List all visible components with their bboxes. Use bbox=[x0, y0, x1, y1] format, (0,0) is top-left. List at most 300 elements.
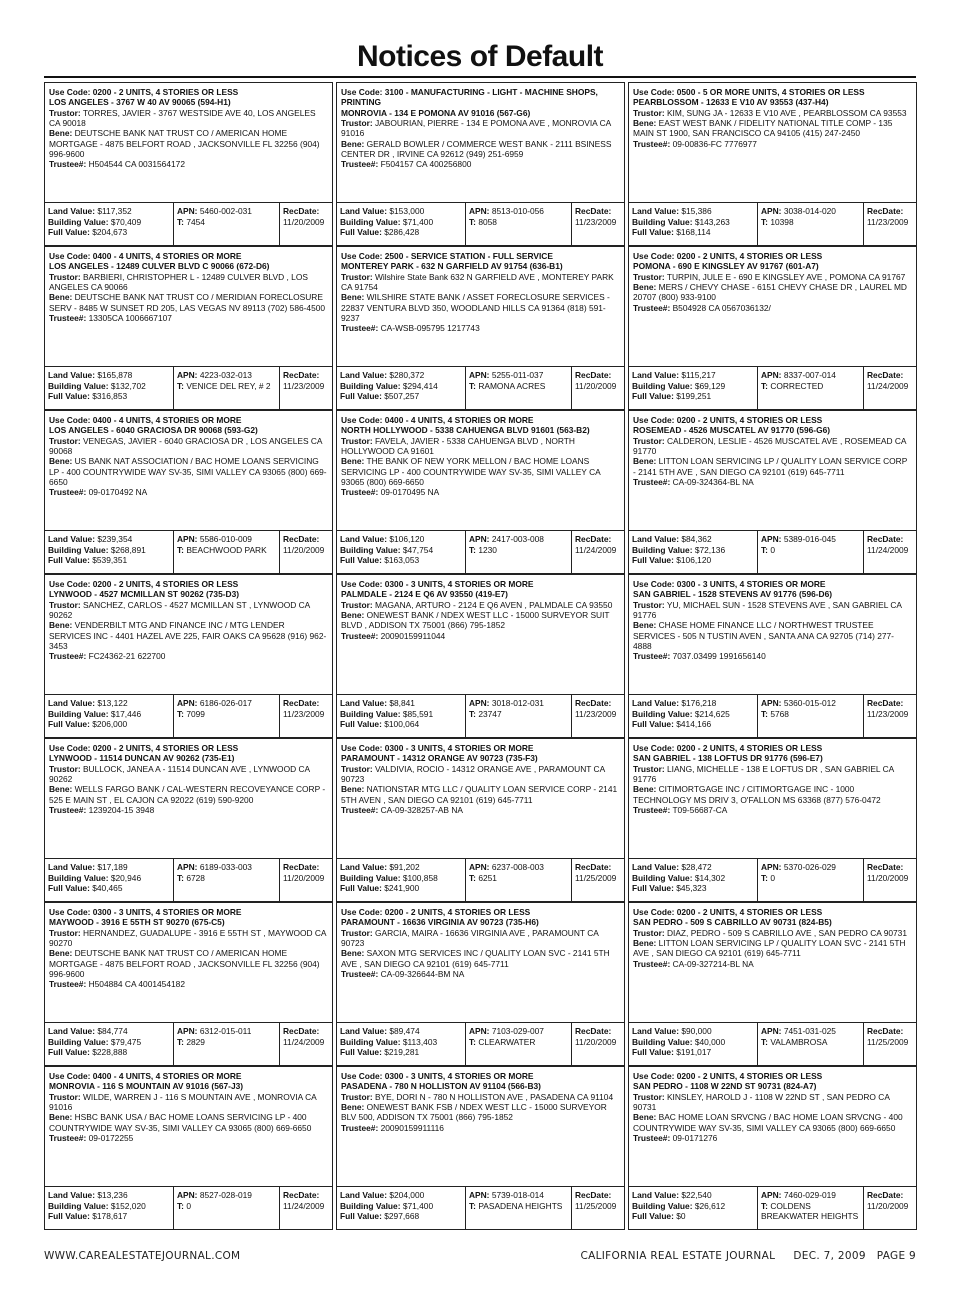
recdate-column bbox=[571, 1023, 624, 1065]
building-value: $71,400 bbox=[402, 216, 434, 227]
recdate-label: RecDate: bbox=[867, 1190, 904, 1200]
trustor-label: Trustor: bbox=[633, 435, 665, 446]
full-value-row bbox=[48, 1047, 170, 1058]
trustee-value: H504884 CA 4001454182 bbox=[88, 979, 185, 990]
building-value-label: Building Value: bbox=[632, 1036, 693, 1047]
beneficiary-line bbox=[633, 1112, 912, 1133]
trustee-value: T09-56687-CA bbox=[672, 804, 728, 815]
land-value-row bbox=[632, 862, 754, 873]
building-value-label: Building Value: bbox=[632, 216, 693, 227]
building-value: $26,612 bbox=[694, 1200, 726, 1211]
bene-label: Bene: bbox=[49, 620, 73, 631]
full-value-row bbox=[340, 227, 462, 238]
full-value: $40,465 bbox=[92, 883, 123, 893]
trustee-value: CA-WSB-095795 1217743 bbox=[380, 323, 480, 334]
use-code: Use Code: 0400 - 4 UNITS, 4 STORIES OR MORE bbox=[49, 415, 242, 425]
trustor-line bbox=[633, 1092, 912, 1113]
land-value-label: Land Value: bbox=[48, 206, 96, 216]
tract-label: T: bbox=[761, 544, 768, 555]
bene-label: Bene: bbox=[633, 784, 657, 795]
full-value: $178,617 bbox=[92, 1211, 128, 1221]
full-value-label: Full Value: bbox=[340, 1047, 382, 1057]
trustee-value: CA-09-327214-BL NA bbox=[672, 958, 754, 969]
apn-value: 5389-016-045 bbox=[783, 534, 836, 544]
apn-row bbox=[177, 370, 276, 381]
use-code: Use Code: 0200 - 2 UNITS, 4 STORIES OR LESS bbox=[49, 87, 239, 97]
apn-label: APN: bbox=[761, 1190, 782, 1200]
recdate-column bbox=[279, 859, 332, 901]
beneficiary-line bbox=[341, 292, 620, 323]
recdate-label: RecDate: bbox=[867, 698, 904, 708]
trustor-label: Trustor: bbox=[341, 763, 373, 774]
values-column bbox=[337, 203, 465, 245]
use-code: Use Code: 0200 - 2 UNITS, 4 STORIES OR LESS bbox=[633, 415, 823, 425]
trustee-value: 13305CA 1006667107 bbox=[88, 312, 172, 323]
recdate-label: RecDate: bbox=[575, 534, 612, 544]
notice-values bbox=[336, 1186, 625, 1230]
full-value-row bbox=[632, 555, 754, 566]
trustor-value: MAGANA, ARTURO - 2124 E Q6 AVEN , PALMDALE CA 93550 bbox=[374, 599, 613, 610]
notice-entry bbox=[44, 738, 333, 902]
tract-label: T: bbox=[177, 216, 184, 227]
values-column bbox=[629, 531, 757, 573]
building-value-label: Building Value: bbox=[632, 708, 693, 719]
trustee-line bbox=[633, 477, 912, 487]
full-value-row bbox=[48, 1211, 170, 1222]
recdate-label: RecDate: bbox=[575, 370, 612, 380]
notice-description bbox=[628, 902, 917, 1022]
trustee-label: Trustee#: bbox=[341, 159, 379, 170]
recdate-column bbox=[571, 367, 624, 409]
full-value: $206,000 bbox=[92, 719, 128, 729]
notice-description bbox=[44, 246, 333, 366]
bene-label: Bene: bbox=[49, 456, 73, 467]
full-value-label: Full Value: bbox=[48, 227, 90, 237]
tract-value: RAMONA ACRES bbox=[478, 380, 546, 391]
recdate-value: 11/24/2009 bbox=[283, 1036, 325, 1047]
building-value-row bbox=[340, 709, 462, 720]
tract-value: 0 bbox=[770, 544, 775, 555]
land-value-row bbox=[340, 370, 462, 381]
trustee-line bbox=[341, 487, 620, 497]
tract-value: 7099 bbox=[186, 708, 205, 719]
notice-description bbox=[336, 738, 625, 858]
trustor-line bbox=[49, 600, 328, 621]
use-code: Use Code: 3100 - MANUFACTURING - LIGHT - MACHINE SHOPS, PRINTING bbox=[341, 87, 598, 108]
values-column bbox=[337, 367, 465, 409]
tract-row bbox=[761, 1037, 860, 1048]
full-value: $316,853 bbox=[92, 391, 128, 401]
apn-value: 6189-033-003 bbox=[199, 862, 252, 872]
notice-values bbox=[336, 1022, 625, 1066]
beneficiary-line bbox=[633, 938, 912, 959]
apn-row bbox=[177, 206, 276, 217]
use-code: Use Code: 0200 - 2 UNITS, 4 STORIES OR LESS bbox=[633, 907, 823, 917]
notice-entry bbox=[44, 574, 333, 738]
trustor-value: Wilshire State Bank 632 N GARFIELD AVE , MONTEREY PARK CA 91754 bbox=[341, 271, 614, 292]
notice-values bbox=[628, 366, 917, 410]
tract-row bbox=[469, 545, 568, 556]
notice-values bbox=[628, 202, 917, 246]
values-column bbox=[337, 1023, 465, 1065]
tract-row bbox=[177, 873, 276, 884]
footer-publication bbox=[581, 1250, 917, 1262]
values-column bbox=[337, 859, 465, 901]
apn-column bbox=[465, 1023, 571, 1065]
values-column bbox=[45, 1187, 173, 1229]
trustor-value: JABOURIAN, PIERRE - 134 E POMONA AVE , MONROVIA CA 91016 bbox=[341, 117, 611, 139]
trustor-label: Trustor: bbox=[633, 763, 665, 774]
full-value-row bbox=[632, 391, 754, 402]
building-value-label: Building Value: bbox=[48, 216, 109, 227]
recdate-value: 11/23/2009 bbox=[575, 708, 617, 719]
land-value-label: Land Value: bbox=[632, 1026, 680, 1036]
apn-column bbox=[173, 1023, 279, 1065]
full-value-label: Full Value: bbox=[48, 1047, 90, 1057]
full-value-label: Full Value: bbox=[340, 227, 382, 237]
tract-label: T: bbox=[469, 544, 476, 555]
recdate-column bbox=[863, 1023, 916, 1065]
trustor-value: YU, MICHAEL SUN - 1528 STEVENS AVE , SAN GABRIEL CA 91776 bbox=[633, 599, 902, 620]
trustee-label: Trustee#: bbox=[49, 651, 87, 662]
building-value-row bbox=[340, 545, 462, 556]
tract-row bbox=[177, 1037, 276, 1048]
recdate-column bbox=[863, 531, 916, 573]
tract-label: T: bbox=[177, 708, 184, 719]
tract-label: T: bbox=[177, 1036, 184, 1047]
full-value-row bbox=[340, 1211, 462, 1222]
full-value-row bbox=[340, 555, 462, 566]
tract-row bbox=[469, 381, 568, 392]
bene-label: Bene: bbox=[633, 937, 657, 948]
building-value-row bbox=[48, 217, 170, 228]
trustor-line bbox=[633, 764, 912, 785]
property-address: NORTH HOLLYWOOD - 5338 CAHUENGA BLVD 91601 (563-B2) bbox=[341, 425, 590, 436]
land-value-label: Land Value: bbox=[48, 1026, 96, 1036]
beneficiary-line bbox=[341, 139, 620, 160]
building-value-label: Building Value: bbox=[340, 872, 401, 883]
tract-row bbox=[469, 217, 568, 228]
trustor-label: Trustor: bbox=[633, 107, 665, 118]
property-address: MAYWOOD - 3916 E 55TH ST 90270 (675-C5) bbox=[49, 917, 225, 928]
tract-value: VALAMBROSA bbox=[770, 1036, 828, 1047]
trustor-label: Trustor: bbox=[341, 117, 373, 128]
full-value-label: Full Value: bbox=[340, 555, 382, 565]
bene-label: Bene: bbox=[633, 456, 657, 467]
notice-values bbox=[336, 694, 625, 738]
tract-row bbox=[469, 709, 568, 720]
trustor-value: LIANG, MICHELLE - 138 E LOFTUS DR , SAN GABRIEL CA 91776 bbox=[633, 763, 894, 784]
tract-value: CORRECTED bbox=[770, 380, 824, 391]
values-column bbox=[629, 1187, 757, 1229]
recdate-value: 11/23/2009 bbox=[867, 216, 909, 227]
trustor-line bbox=[633, 928, 912, 938]
notice-entry bbox=[628, 902, 917, 1066]
notice-values bbox=[336, 530, 625, 574]
apn-label: APN: bbox=[761, 698, 782, 708]
values-column bbox=[629, 203, 757, 245]
land-value-row bbox=[340, 698, 462, 709]
full-value: $539,351 bbox=[92, 555, 128, 565]
trustee-value: CA-09-324364-BL NA bbox=[672, 476, 754, 487]
land-value-label: Land Value: bbox=[340, 862, 388, 872]
building-value-row bbox=[340, 873, 462, 884]
full-value-row bbox=[48, 883, 170, 894]
bene-value: HSBC BANK USA / BAC HOME LOANS SERVICING LP - 400 COUNTRYWIDE WAY SV-35, SIMI VALLEY CA 93065 (800) 669-6650 bbox=[49, 1112, 312, 1133]
land-value: $204,000 bbox=[389, 1190, 425, 1200]
full-value-row bbox=[632, 1211, 754, 1222]
building-value-label: Building Value: bbox=[340, 1036, 401, 1047]
recdate-column bbox=[863, 859, 916, 901]
use-code: Use Code: 0200 - 2 UNITS, 4 STORIES OR LESS bbox=[49, 579, 239, 589]
building-value-label: Building Value: bbox=[632, 872, 693, 883]
tract-label: T: bbox=[469, 380, 476, 391]
recdate-column bbox=[863, 1187, 916, 1229]
apn-label: APN: bbox=[177, 862, 198, 872]
trustee-value: 20090159911044 bbox=[380, 630, 446, 641]
tract-value: VENICE DEL REY, # 2 bbox=[186, 380, 271, 391]
building-value-row bbox=[632, 1201, 754, 1212]
notice-entry bbox=[628, 410, 917, 574]
apn-label: APN: bbox=[177, 206, 198, 216]
building-value: $268,891 bbox=[110, 544, 146, 555]
tract-label: T: bbox=[469, 708, 476, 719]
notice-values bbox=[628, 858, 917, 902]
tract-value: 6251 bbox=[478, 872, 497, 883]
use-code: Use Code: 0300 - 3 UNITS, 4 STORIES OR MORE bbox=[49, 907, 242, 917]
full-value-label: Full Value: bbox=[48, 883, 90, 893]
notice-entry bbox=[336, 738, 625, 902]
tract-label: T: bbox=[761, 872, 768, 883]
recdate-column bbox=[863, 203, 916, 245]
land-value-label: Land Value: bbox=[340, 1026, 388, 1036]
trustor-value: FAVELA, JAVIER - 5338 CAHUENGA BLVD , NORTH HOLLYWOOD CA 91601 bbox=[341, 435, 575, 456]
footer-website[interactable]: WWW.CAREALESTATEJOURNAL.COM bbox=[44, 1250, 241, 1262]
apn-label: APN: bbox=[469, 862, 490, 872]
apn-value: 4223-032-013 bbox=[199, 370, 252, 380]
bene-label: Bene: bbox=[341, 138, 365, 149]
trustee-label: Trustee#: bbox=[633, 138, 671, 149]
apn-column bbox=[173, 531, 279, 573]
apn-row bbox=[177, 1190, 276, 1201]
trustee-label: Trustee#: bbox=[49, 979, 87, 990]
values-column bbox=[629, 695, 757, 737]
land-value-row bbox=[48, 370, 170, 381]
full-value: $297,668 bbox=[384, 1211, 420, 1221]
values-column bbox=[337, 695, 465, 737]
trustor-value: KIM, SUNG JA - 12633 E V10 AVE , PEARBLOSSOM CA 93553 bbox=[666, 107, 907, 118]
apn-column bbox=[465, 531, 571, 573]
recdate-label: RecDate: bbox=[867, 206, 904, 216]
beneficiary-line bbox=[49, 128, 328, 159]
building-value-label: Building Value: bbox=[340, 1200, 401, 1211]
notice-description bbox=[44, 1066, 333, 1186]
trustee-value: FC24362-21 622700 bbox=[88, 651, 166, 662]
beneficiary-line bbox=[341, 948, 620, 969]
trustee-line bbox=[341, 805, 620, 815]
recdate-label: RecDate: bbox=[575, 698, 612, 708]
tract-value: BEACHWOOD PARK bbox=[186, 544, 267, 555]
values-column bbox=[337, 1187, 465, 1229]
building-value-row bbox=[48, 545, 170, 556]
trustee-label: Trustee#: bbox=[341, 968, 379, 979]
beneficiary-line bbox=[633, 784, 912, 805]
land-value: $84,774 bbox=[97, 1026, 128, 1036]
full-value: $199,251 bbox=[676, 391, 712, 401]
building-value: $100,858 bbox=[402, 872, 438, 883]
use-code: Use Code: 0200 - 2 UNITS, 4 STORIES OR LESS bbox=[633, 743, 823, 753]
tract-value: 1230 bbox=[478, 544, 497, 555]
building-value-label: Building Value: bbox=[340, 708, 401, 719]
trustee-line bbox=[633, 651, 912, 661]
bene-value: ONEWEST BANK FSB / NDEX WEST LLC - 15000 SURVEYOR BLV 500, ADDISON TX 75001 (866) 795-1852 bbox=[341, 1101, 607, 1123]
trustee-line bbox=[49, 651, 328, 661]
building-value: $14,302 bbox=[694, 872, 726, 883]
building-value-row bbox=[340, 217, 462, 228]
land-value: $13,236 bbox=[97, 1190, 128, 1200]
notices-grid bbox=[44, 82, 916, 1230]
recdate-label: RecDate: bbox=[867, 1026, 904, 1036]
tract-value: 23747 bbox=[478, 708, 502, 719]
apn-column bbox=[757, 1023, 863, 1065]
property-address: PARAMOUNT - 14312 ORANGE AV 90723 (735-F3) bbox=[341, 753, 538, 764]
trustee-line bbox=[633, 959, 912, 969]
trustee-line bbox=[633, 139, 912, 149]
notice-values bbox=[44, 1186, 333, 1230]
bene-value: DEUTSCHE BANK NAT TRUST CO / MERIDIAN FORECLOSURE SERV - 8485 W SUNSET RD 205, LAS VEGAS NV 89113 (702) 586-4500 bbox=[49, 292, 326, 313]
apn-row bbox=[469, 1026, 568, 1037]
tract-value: CLEARWATER bbox=[478, 1036, 536, 1047]
property-address: POMONA - 690 E KINGSLEY AV 91767 (601-A7) bbox=[633, 261, 819, 272]
land-value-row bbox=[48, 1026, 170, 1037]
apn-row bbox=[177, 698, 276, 709]
trustee-value: 7037.03499 1991656140 bbox=[672, 651, 766, 662]
apn-row bbox=[469, 370, 568, 381]
apn-row bbox=[761, 698, 860, 709]
apn-value: 5586-010-009 bbox=[199, 534, 252, 544]
property-address: MONTEREY PARK - 632 N GARFIELD AV 91754 (636-B1) bbox=[341, 261, 563, 272]
building-value-label: Building Value: bbox=[340, 544, 401, 555]
tract-label: T: bbox=[469, 872, 476, 883]
full-value-row bbox=[632, 1047, 754, 1058]
notice-entry bbox=[628, 738, 917, 902]
apn-label: APN: bbox=[469, 534, 490, 544]
apn-value: 5370-026-029 bbox=[783, 862, 836, 872]
land-value-label: Land Value: bbox=[632, 534, 680, 544]
tract-row bbox=[469, 873, 568, 884]
building-value-row bbox=[48, 1037, 170, 1048]
recdate-value: 11/25/2009 bbox=[867, 1036, 909, 1047]
notice-description bbox=[628, 574, 917, 694]
trustee-label: Trustee#: bbox=[633, 651, 671, 662]
recdate-column bbox=[279, 531, 332, 573]
beneficiary-line bbox=[633, 620, 912, 651]
bene-label: Bene: bbox=[341, 292, 365, 303]
building-value-row bbox=[340, 1037, 462, 1048]
land-value-row bbox=[632, 534, 754, 545]
trustee-label: Trustee#: bbox=[633, 302, 671, 313]
recdate-column bbox=[863, 367, 916, 409]
tract-row bbox=[761, 217, 860, 228]
tract-value: 7454 bbox=[186, 216, 205, 227]
recdate-label: RecDate: bbox=[283, 1190, 320, 1200]
tract-row bbox=[469, 1037, 568, 1048]
land-value-label: Land Value: bbox=[632, 1190, 680, 1200]
notice-values bbox=[44, 202, 333, 246]
building-value-row bbox=[48, 381, 170, 392]
bene-value: LITTON LOAN SERVICING LP / QUALITY LOAN SVC - 2141 5TH AVE , SAN DIEGO CA 92101 (619) 645-7711 bbox=[633, 937, 906, 959]
beneficiary-line bbox=[49, 620, 328, 651]
building-value-row bbox=[632, 709, 754, 720]
full-value-row bbox=[48, 719, 170, 730]
trustor-value: DIAZ, PEDRO - 509 S CABRILLO AVE , SAN PEDRO CA 90731 bbox=[666, 927, 907, 938]
trustee-line bbox=[49, 1133, 328, 1143]
page-title: Notices of Default bbox=[356, 40, 604, 73]
apn-row bbox=[469, 698, 568, 709]
trustee-line bbox=[633, 1133, 912, 1143]
land-value-row bbox=[340, 862, 462, 873]
trustee-label: Trustee#: bbox=[341, 1122, 379, 1133]
tract-label: T: bbox=[761, 380, 768, 391]
apn-value: 3038-014-020 bbox=[783, 206, 836, 216]
trustor-label: Trustor: bbox=[49, 763, 81, 774]
trustee-label: Trustee#: bbox=[341, 630, 379, 641]
land-value: $280,372 bbox=[389, 370, 425, 380]
land-value-label: Land Value: bbox=[632, 370, 680, 380]
recdate-column bbox=[279, 1023, 332, 1065]
apn-label: APN: bbox=[177, 1190, 198, 1200]
use-code: Use Code: 0200 - 2 UNITS, 4 STORIES OR LESS bbox=[49, 743, 239, 753]
trustor-label: Trustor: bbox=[633, 271, 665, 282]
recdate-label: RecDate: bbox=[283, 370, 320, 380]
recdate-label: RecDate: bbox=[283, 862, 320, 872]
trustee-value: 09-0172255 bbox=[88, 1132, 134, 1143]
apn-row bbox=[761, 1026, 860, 1037]
tract-row bbox=[761, 381, 860, 392]
trustee-value: 09-0170495 NA bbox=[380, 487, 440, 498]
tract-value: 0 bbox=[770, 872, 775, 883]
tract-value: 5768 bbox=[770, 708, 789, 719]
tract-value: COLDENS BREAKWATER HEIGHTS bbox=[761, 1200, 859, 1221]
building-value-row bbox=[340, 1201, 462, 1212]
notice-description bbox=[336, 410, 625, 530]
trustor-line bbox=[49, 436, 328, 457]
building-value-row bbox=[48, 1201, 170, 1212]
land-value-label: Land Value: bbox=[48, 862, 96, 872]
use-code: Use Code: 0400 - 4 UNITS, 4 STORIES OR MORE bbox=[341, 415, 534, 425]
notice-entry bbox=[628, 246, 917, 410]
use-code: Use Code: 0400 - 4 UNITS, 4 STORIES OR MORE bbox=[49, 251, 242, 261]
bene-value: WILSHIRE STATE BANK / ASSET FORECLOSURE SERVICES - 22837 VENTURA BLVD 350, WOODLAND HILLS CA 91364 (818) 591-9237 bbox=[341, 292, 610, 323]
beneficiary-line bbox=[49, 948, 328, 979]
apn-column bbox=[757, 203, 863, 245]
trustor-value: TURPIN, JULE E - 690 E KINGSLEY AVE , POMONA CA 91767 bbox=[666, 271, 906, 282]
land-value-row bbox=[48, 1190, 170, 1201]
recdate-value: 11/24/2009 bbox=[867, 380, 909, 391]
trustee-label: Trustee#: bbox=[341, 323, 379, 334]
full-value: $286,428 bbox=[384, 227, 420, 237]
trustor-label: Trustor: bbox=[341, 1091, 373, 1102]
bene-label: Bene: bbox=[341, 609, 365, 620]
beneficiary-line bbox=[341, 784, 620, 805]
recdate-column bbox=[279, 203, 332, 245]
apn-column bbox=[173, 695, 279, 737]
apn-label: APN: bbox=[177, 370, 198, 380]
land-value: $8,841 bbox=[389, 698, 415, 708]
trustor-line bbox=[49, 928, 328, 949]
property-address: LOS ANGELES - 6040 GRACIOSA DR 90068 (593-G2) bbox=[49, 425, 258, 436]
bene-value: NATIONSTAR MTG LLC / QUALITY LOAN SERVICE CORP - 2141 5TH AVEN , SAN DIEGO CA 92101 (619) 645-7711 bbox=[341, 784, 618, 805]
